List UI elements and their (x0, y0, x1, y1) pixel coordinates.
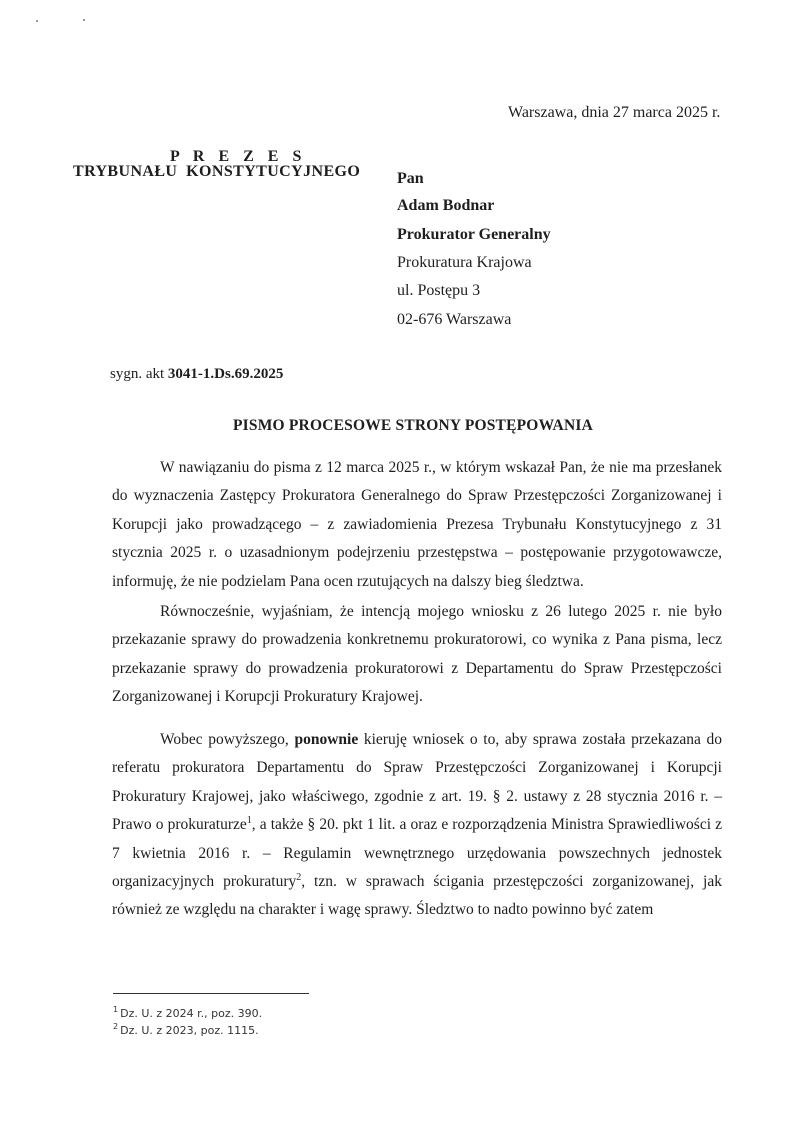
para3-text-a: Wobec powyższego, (160, 731, 289, 748)
para3-text-b: kieruję wniosek o to, aby sprawa została przekazana do referatu prokuratora Departamentu do Spraw Przestępczości Zorganizowanej i Korupcji Prokuratury Krajowej, jako właściwego, zgodnie z art. 19. § 2. ustawy z 28 stycznia 2016 r. – Prawo o prokuraturze (112, 731, 722, 834)
scan-speck (36, 20, 38, 22)
scan-speck (83, 19, 85, 21)
para3-emphasis: ponownie (294, 731, 359, 748)
place-and-date: Warszawa, dnia 27 marca 2025 r. (508, 104, 721, 121)
footnote-1-text: Dz. U. z 2024 r., poz. 390. (120, 1007, 263, 1020)
para3-text-c: , a także § 20. pkt 1 lit. a oraz e rozporządzenia Ministra Sprawiedliwości z 7 kwietnia 2016 r. – Regulamin wewnętrznego urzędowania powszechnych jednostek organizacyjnych prokuratury (112, 816, 723, 891)
recipient-street: ul. Postępu 3 (397, 282, 481, 299)
case-reference (110, 366, 283, 383)
para3-text-d: , tzn. w sprawach ścigania przestępczości zorganizowanej, jak również ze względu na charakter i wagę sprawy. Śledztwo to nadto powinno być zatem (112, 873, 722, 919)
footnote-2 (113, 1024, 259, 1037)
footnote-2-number: 2 (113, 1022, 119, 1032)
footnote-ref-1: 1 (246, 815, 252, 827)
body-paragraph-2: Równocześnie, wyjaśniam, że intencją mojego wniosku z 26 lutego 2025 r. nie było przekazanie sprawy do prowadzenia konkretnemu prokuratorowi, co wynika z Pana pisma, lecz przekazanie sprawy do prowadzenia prokuratorowi z Departamentu do Spraw Przestępczości Zorganizowanej i Korupcji Prokuratury Krajowej. (112, 603, 722, 706)
footnote-1-number: 1 (113, 1005, 119, 1015)
recipient-city: 02-676 Warszawa (397, 311, 512, 328)
footnote-2-text: Dz. U. z 2023, poz. 1115. (120, 1024, 259, 1037)
sender-title: P R E Z E S (170, 148, 307, 165)
body-paragraph-3 (112, 726, 722, 925)
case-reference-number: 3041-1.Ds.69.2025 (167, 366, 284, 382)
footnote-ref-2: 2 (296, 871, 302, 883)
document-title: PISMO PROCESOWE STRONY POSTĘPOWANIA (233, 417, 593, 434)
recipient-position: Prokurator Generalny (397, 226, 551, 243)
footnote-1 (113, 1007, 262, 1020)
footnote-separator (113, 993, 309, 994)
recipient-institution: Prokuratura Krajowa (397, 254, 532, 271)
recipient-name: Adam Bodnar (397, 197, 495, 214)
sender-institution: TRYBUNAŁU KONSTYTUCYJNEGO (73, 163, 361, 180)
case-reference-label: sygn. akt (110, 366, 165, 382)
recipient-salutation: Pan (397, 170, 424, 187)
body-paragraph-1: W nawiązaniu do pisma z 12 marca 2025 r., w którym wskazał Pan, że nie ma przesłanek do wyznaczenia Zastępcy Prokuratora Generalnego do Spraw Przestępczości Zorganizowanej i Korupcji jako prowadzącego – z zawiadomienia Prezesa Trybunału Konstytucyjnego z 31 stycznia 2025 r. o uzasadnionym podejrzeniu przestępstwa – postępowanie przygotowawcze, informuję, że nie podzielam Pana ocen rzutujących na dalszy bieg śledztwa. (112, 459, 722, 590)
